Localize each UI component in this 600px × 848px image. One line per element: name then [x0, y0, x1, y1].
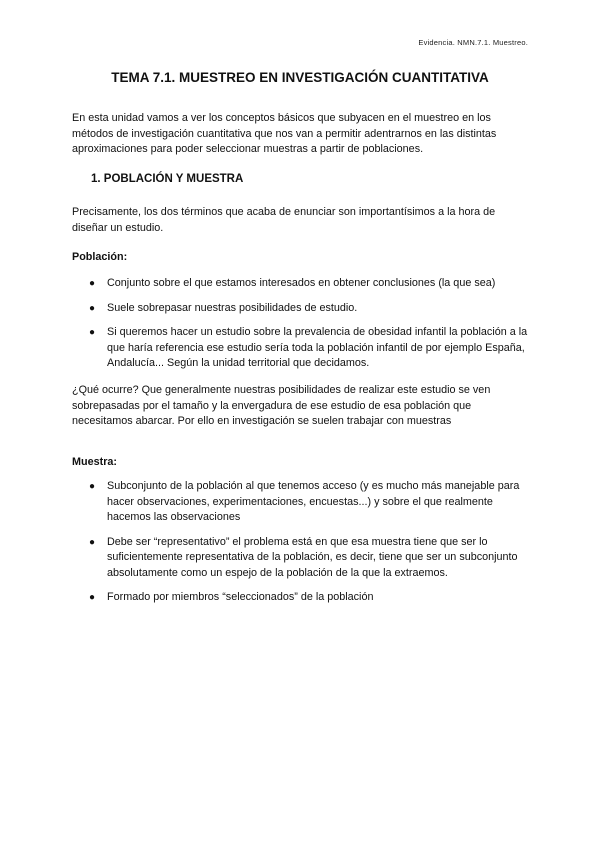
- list-item: [72, 535, 532, 582]
- list-item-text: Suele sobrepasar nuestras posibilidades de estudio.: [107, 301, 358, 314]
- list-item-text: Si queremos hacer un estudio sobre la prevalencia de obesidad infantil la población a la que haría referencia ese estudio sería toda la población infantil de por ejemplo España, Andalucía... Según la unidad territorial que decidamos.: [107, 326, 528, 369]
- bullet-icon: ●: [89, 592, 96, 603]
- muestra-heading: Muestra:: [72, 456, 117, 468]
- list-item: [72, 590, 532, 606]
- bullet-icon: ●: [89, 481, 96, 492]
- section-paragraph: Precisamente, los dos términos que acaba de enunciar son importantísimos a la hora de diseñar un estudio.: [72, 206, 496, 234]
- list-item: [72, 479, 532, 526]
- list-item-text: Debe ser “representativo” el problema está en que esa muestra tiene que ser lo suficientemente representativa de la población, es decir, tiene que ser un subconjunto absolutamente como un espejo de la población de la que la extraemos.: [107, 535, 518, 579]
- muestra-list: [72, 479, 532, 606]
- list-item: [72, 301, 532, 317]
- list-item-text: Subconjunto de la población al que tenemos acceso (y es mucho más manejable para hacer observaciones, experimentaciones, encuestas...) y sobre el que realmente hacemos las observaciones: [107, 480, 520, 523]
- list-item: [72, 325, 532, 372]
- header-note: Evidencia. NMN.7.1. Muestreo.: [418, 38, 528, 47]
- list-item-text: Formado por miembros “seleccionados” de la población: [107, 591, 374, 603]
- poblacion-heading: Población:: [72, 251, 128, 263]
- list-item-text: Conjunto sobre el que estamos interesados en obtener conclusiones (la que sea): [107, 277, 496, 289]
- question-paragraph: ¿Qué ocurre? Que generalmente nuestras posibilidades de realizar este estudio se ven sobrepasadas por el tamaño y la envergadura de ese estudio de esa población que necesitamos abarcar. Por ello en investigación se suelen trabajar con muestras: [72, 384, 491, 427]
- poblacion-list: [72, 276, 532, 372]
- bullet-icon: ●: [89, 278, 96, 289]
- section-heading: 1. POBLACIÓN Y MUESTRA: [91, 173, 244, 185]
- bullet-icon: ●: [89, 302, 96, 314]
- intro-paragraph: En esta unidad vamos a ver los conceptos básicos que subyacen en el muestreo en los métodos de investigación cuantitativa que nos van a permitir adentrarnos en las distintas aproximaciones para poder seleccionar muestras a partir de poblaciones.: [72, 112, 497, 155]
- bullet-icon: ●: [89, 327, 96, 338]
- bullet-icon: ●: [89, 536, 96, 548]
- list-item: [72, 276, 532, 292]
- page-title: TEMA 7.1. MUESTREO EN INVESTIGACIÓN CUANTITATIVA: [111, 70, 489, 85]
